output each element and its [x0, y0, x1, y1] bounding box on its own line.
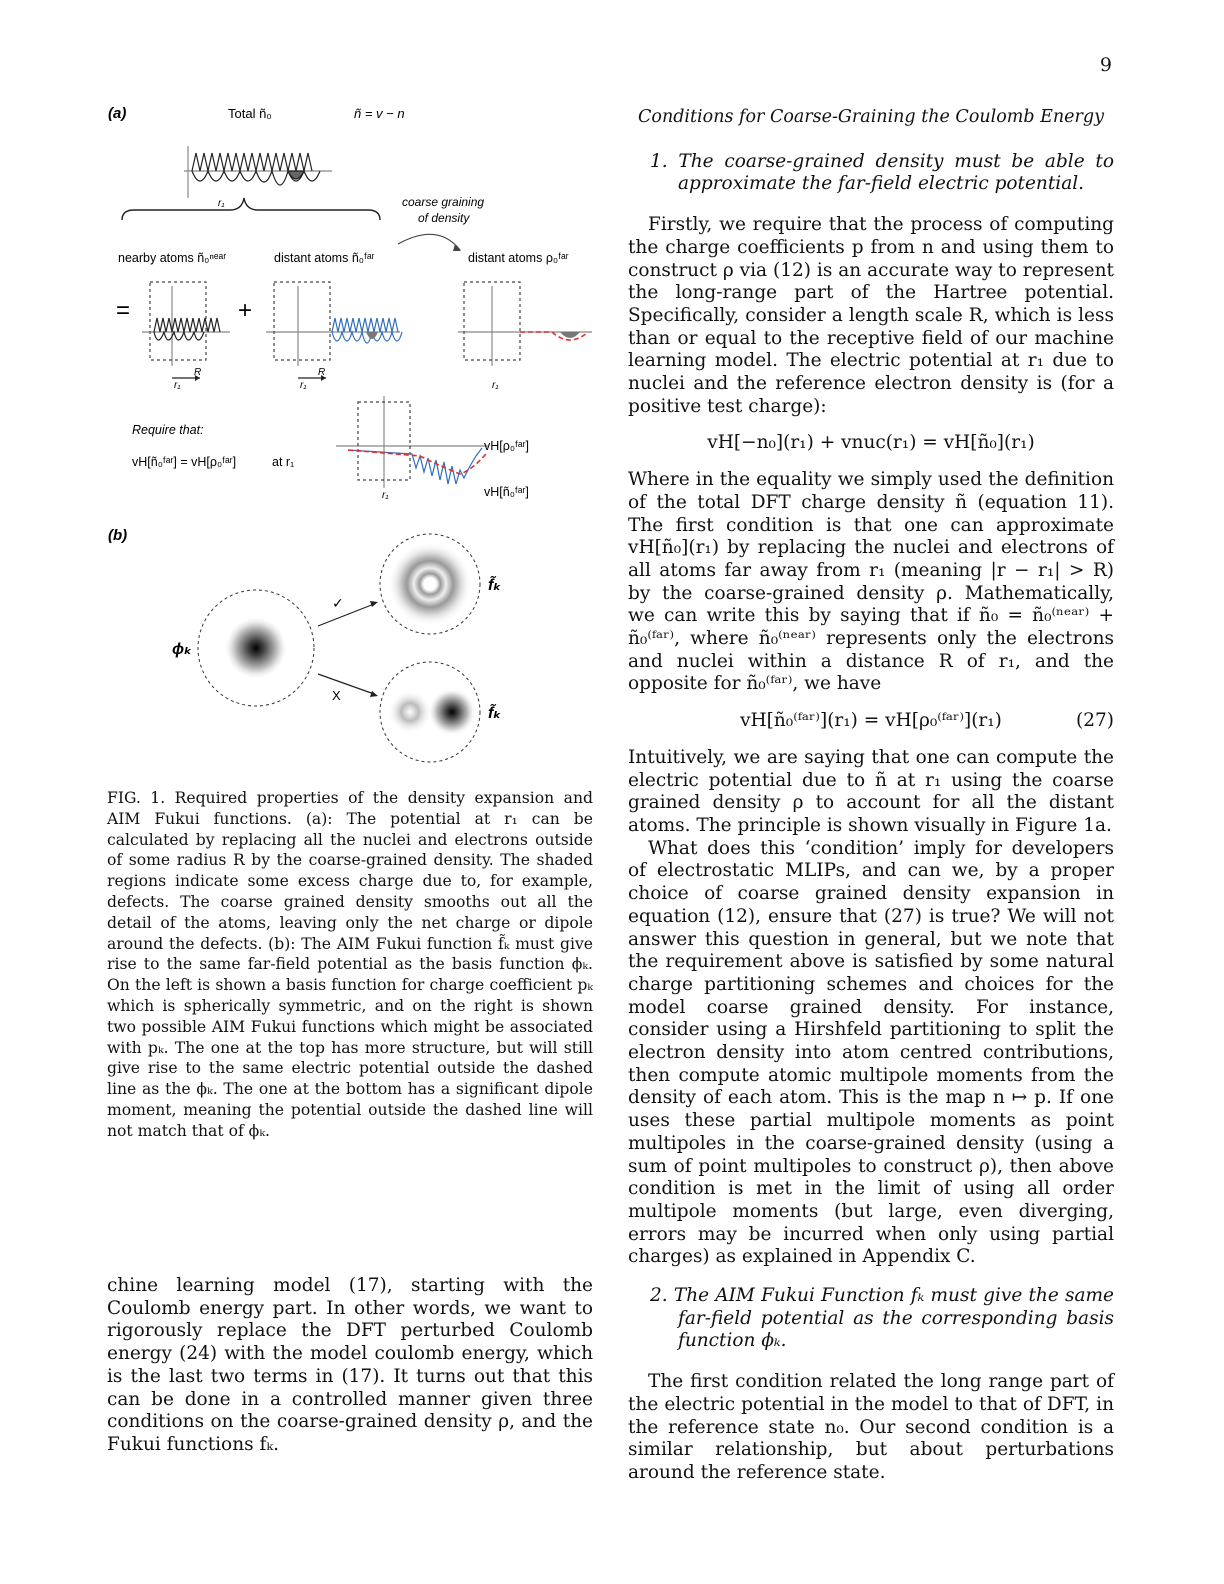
- fukui-good-density: [388, 542, 472, 626]
- panel-a-label: (a): [108, 105, 127, 122]
- check-mark: ✓: [332, 595, 344, 611]
- phi-basis-density: [224, 616, 288, 680]
- total-r1: r₁: [218, 198, 225, 209]
- fukui-bad-density-dark: [428, 688, 476, 736]
- distant-label: distant atoms ñ₀ᶠᵃʳ: [274, 251, 375, 265]
- figure-caption: [107, 788, 593, 1142]
- equation-27-text: vH[ñ₀⁽ᶠᵃʳ⁾](r₁) = vH[ρ₀⁽ᶠᵃʳ⁾](r₁): [740, 710, 1002, 732]
- condition-2: 2. The AIM Fukui Function fₖ must give the same far-field potential as the corresponding basis function ϕₖ.: [650, 1285, 1114, 1352]
- require-plot: [336, 396, 488, 488]
- equation-1-text: vH[−n₀](r₁) + vnuc(r₁) = vH[ñ₀](r₁): [707, 432, 1035, 454]
- nearby-R: R: [194, 367, 202, 378]
- distant-R: R: [318, 367, 326, 378]
- arrow-to-bad: [318, 674, 374, 694]
- distant-r1: r₁: [300, 380, 307, 391]
- paragraph-3: Intuitively, we are saying that one can compute the electric potential due to ñ at r₁ using the coarse grained density ρ to account for all the distant atoms. The principle is shown visually in Figure 1a.: [628, 746, 1114, 836]
- fukui-bad-density-light: [388, 690, 432, 734]
- rho-plot: [458, 282, 592, 366]
- paragraph-2: Where in the equality we simply used the definition of the total DFT charge density ñ (equation 11). The first condition is that one can approximate vH[ñ₀](r₁) by replacing the nuclei and electrons of all atoms far away from r₁ (meaning |r − r₁| > R) by the coarse-grained density ρ. Mathematically, we can write this by saying that if ñ₀ = ñ₀⁽ⁿᵉᵃʳ⁾ + ñ₀⁽ᶠᵃʳ⁾, where ñ₀⁽ⁿᵉᵃʳ⁾ represents only the electrons and nuclei within a distance R of r₁, and the opposite for ñ₀⁽ᶠᵃʳ⁾, we have: [628, 469, 1114, 695]
- nearby-plot: [142, 282, 230, 381]
- figure-1-graphic: [100, 96, 600, 776]
- condition-1: 1. The coarse-grained density must be able to approximate the far-field electric potential.: [650, 150, 1114, 195]
- f-label-bottom: f̃ₖ: [488, 705, 502, 722]
- equation-27: [628, 710, 1114, 733]
- nearby-label: nearby atoms ñ₀ⁿᵉᵃʳ: [118, 251, 227, 265]
- distant-plot: [266, 282, 402, 381]
- paragraph-4: What does this ‘condition’ imply for developers of electrostatic MLIPs, and can we, by a proper choice of coarse grained density expansion in equation (12), ensure that (27) is true? We will not answer this question in general, but we note that the requirement above is satisfied by some natural charge partitioning schemes and choices for the model coarse grained density. For instance, consider using a Hirshfeld partitioning to split the electron density into atom centred contributions, then compute atomic multipole moments from the density of each atom. This is the map n ↦ p. If one uses these partial multipole moments as point multipoles in the coarse-grained density (using a sum of point multipoles to construct ρ), then above condition is met in the limit of using all order multipole moments (but large, even diverging, errors may be incurred when only using partial charges) as explained in Appendix C.: [628, 837, 1114, 1268]
- rho-r1: r₁: [492, 380, 499, 391]
- at-r1: at r₁: [272, 455, 295, 469]
- page-number: 9: [1099, 54, 1112, 76]
- coarse-label-1: coarse graining: [402, 195, 485, 209]
- distant-rho-label: distant atoms ρ₀ᶠᵃʳ: [468, 251, 569, 265]
- total-density-plot: [184, 146, 332, 198]
- coarse-arrow: [398, 234, 460, 250]
- require-eq: vH[ñ₀ᶠᵃʳ] = vH[ρ₀ᶠᵃʳ]: [132, 455, 237, 469]
- left-bottom-paragraph: chine learning model (17), starting with the Coulomb energy part. In other words, we want to rigorously replace the DFT perturbed Coulomb energy (24) with the model coulomb energy, which is the last two terms in (17). It turns out that this can be done in a controlled manner given three conditions on the coarse-grained density ρ, and the Fukui functions fₖ.: [107, 1275, 593, 1455]
- equals-sign: =: [116, 297, 131, 324]
- brace: [122, 198, 380, 220]
- plus-sign: +: [238, 297, 253, 324]
- f-label-top: f̃ₖ: [488, 577, 502, 594]
- paragraph-5: The first condition related the long range part of the electric potential in the model to that of DFT, in the reference state n₀. Our second condition is a similar relationship, but about perturbations around the reference state.: [628, 1371, 1114, 1483]
- equation-1: [628, 432, 1114, 455]
- total-label: Total ñ₀: [228, 106, 272, 121]
- phi-label: ϕₖ: [172, 641, 192, 658]
- vh-rho-label: vH[ρ₀ᶠᵃʳ]: [484, 439, 530, 453]
- caption-text: FIG. 1. Required properties of the density expansion and AIM Fukui functions. (a): The potential at r₁ can be calculated by replacing all the nuclei and electrons outside of some radius R by the coarse-grained density. The shaded regions indicate some excess charge due to, for example, defects. The coarse grained density smooths out all the detail of the atoms, leaving only the net charge or dipole around the defects. (b): The AIM Fukui function f̃ₖ must give rise to the same far-field potential as the basis function ϕₖ. On the left is shown a basis function for charge coefficient pₖ which is spherically symmetric, and on the right is shown two possible AIM Fukui functions which might be associated with pₖ. The one at the top has more structure, but will still give rise to the same electric potential outside the dashed line as the ϕₖ. The one at the bottom has a significant dipole moment, meaning the potential outside the dashed line will not match that of ϕₖ.: [107, 789, 593, 1140]
- coarse-label-2: of density: [418, 211, 470, 225]
- cross-mark: X: [332, 688, 341, 703]
- section-heading: Conditions for Coarse-Graining the Coulomb Energy: [638, 107, 1104, 127]
- left-bottom-text: [107, 1275, 593, 1457]
- ntilde-def: ñ = v − n: [354, 106, 405, 121]
- nearby-r1: r₁: [174, 380, 181, 391]
- panel-b-label: (b): [108, 527, 128, 544]
- figure-1: [100, 96, 600, 776]
- require-r1: r₁: [382, 490, 389, 501]
- require-label: Require that:: [132, 423, 204, 437]
- paragraph-1: Firstly, we require that the process of computing the charge coefficients p from n and using them to construct ρ via (12) is an accurate way to represent the long-range part of the Hartree potential. Specifically, consider a length scale R, which is less than or equal to the receptive field of our machine learning model. The electric potential at r₁ due to nuclei and the reference electron density is (for a positive test charge):: [628, 214, 1114, 417]
- equation-27-number: (27): [1076, 710, 1114, 732]
- arrow-to-good: [318, 604, 374, 626]
- right-column: [628, 106, 1114, 1485]
- vh-n-label: vH[ñ₀ᶠᵃʳ]: [484, 485, 529, 499]
